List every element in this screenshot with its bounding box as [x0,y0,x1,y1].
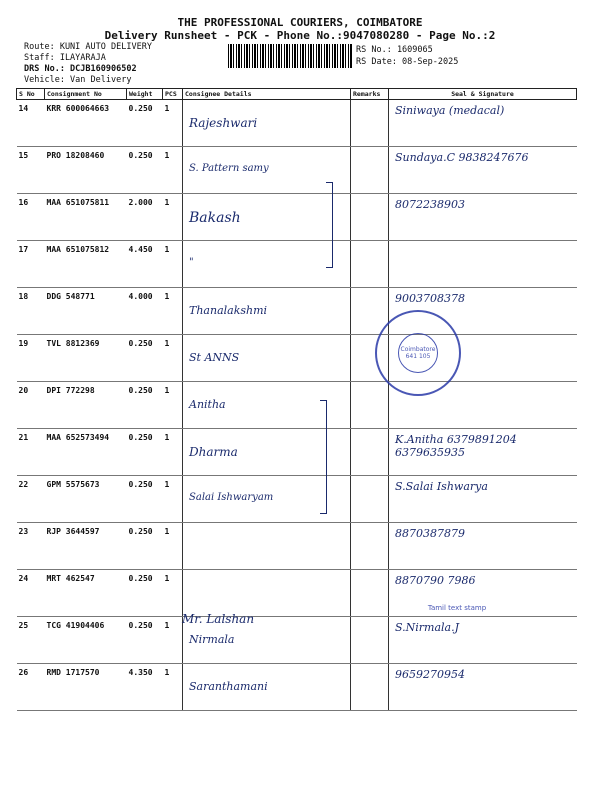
consignee-handwriting: St ANNS [189,351,240,364]
signature-handwriting: S.Nirmala.J [395,621,460,634]
row-consignment-no: RJP 3644597 [45,523,127,570]
table-row [17,288,577,335]
round-stamp-text: Coimbatore 641 105 [398,333,438,373]
row-seal [389,194,577,241]
signature-handwriting: K.Anitha 6379891204 6379635935 [395,433,517,459]
row-remarks [351,382,389,429]
row-sno: 17 [17,241,45,288]
row-consignment-no: MAA 651075812 [45,241,127,288]
signature-handwriting: 8870790 7986 [395,574,476,587]
consignee-handwriting: Rajeshwari [189,116,258,130]
row-weight: 0.250 [127,147,163,194]
row-weight: 0.250 [127,382,163,429]
row-sno: 19 [17,335,45,382]
row-sno: 18 [17,288,45,335]
row-weight: 4.450 [127,241,163,288]
consignee-handwriting: Dharma [189,445,238,459]
row-sno: 14 [17,100,45,147]
row-consignee [183,335,351,382]
row-weight: 0.250 [127,429,163,476]
table-row [17,194,577,241]
row-weight: 0.250 [127,523,163,570]
signature-handwriting: S.Salai Ishwarya [395,480,488,493]
col-consignment: Consignment No [45,89,127,100]
row-weight: 0.250 [127,617,163,664]
signature-handwriting: 9003708378 [395,292,465,305]
round-stamp [375,310,461,396]
bracket-16-17 [326,182,333,268]
staff-label: Staff: ILAYARAJA [24,53,106,63]
row-pcs: 1 [163,382,183,429]
row-pcs: 1 [163,194,183,241]
extra-consignee-row26: Mr. Lalshan [182,612,255,626]
vehicle-label: Vehicle: Van Delivery [24,75,132,85]
consignee-handwriting: Saranthamani [189,680,268,693]
row-sno: 16 [17,194,45,241]
row-remarks [351,476,389,523]
row-pcs: 1 [163,147,183,194]
row-sno: 24 [17,570,45,617]
row-consignment-no: MAA 652573494 [45,429,127,476]
bracket-21-23 [320,400,327,514]
table-row [17,241,577,288]
row-sno: 20 [17,382,45,429]
rect-stamp-text: Tamil text stamp [427,604,487,612]
table-row [17,476,577,523]
rs-no: RS No.: 1609065 [356,45,433,55]
company-title: THE PROFESSIONAL COURIERS, COIMBATORE [177,16,423,29]
row-remarks [351,194,389,241]
row-remarks [351,147,389,194]
row-consignment-no: RMD 1717570 [45,664,127,711]
table-row [17,335,577,382]
col-weight: Weight [127,89,163,100]
row-remarks [351,664,389,711]
row-seal [389,147,577,194]
row-pcs: 1 [163,241,183,288]
signature-handwriting: 8870387879 [395,527,465,540]
row-weight: 2.000 [127,194,163,241]
row-pcs: 1 [163,429,183,476]
row-seal [389,476,577,523]
row-weight: 4.000 [127,288,163,335]
consignee-handwriting: Nirmala [189,633,235,646]
row-pcs: 1 [163,335,183,382]
row-remarks [351,429,389,476]
rs-date: RS Date: 08-Sep-2025 [356,57,459,67]
row-pcs: 1 [163,288,183,335]
rect-stamp [372,604,542,652]
runsheet-subtitle: Delivery Runsheet - PCK - Phone No.:9047080280 - Page No.:2 [104,29,496,42]
row-pcs: 1 [163,617,183,664]
row-consignment-no: DDG 548771 [45,288,127,335]
col-pcs: PCS [163,89,183,100]
signature-handwriting: Siniwaya (medacal) [395,104,505,117]
row-consignment-no: MRT 462547 [45,570,127,617]
row-consignee [183,570,351,617]
col-remarks: Remarks [351,89,389,100]
row-weight: 4.350 [127,664,163,711]
row-seal [389,664,577,711]
table-row [17,523,577,570]
row-sno: 26 [17,664,45,711]
row-sno: 25 [17,617,45,664]
row-weight: 0.250 [127,100,163,147]
row-consignee [183,288,351,335]
consignee-handwriting: Bakash [189,210,241,226]
row-weight: 0.250 [127,335,163,382]
barcode [228,44,352,68]
row-consignee [183,664,351,711]
row-remarks [351,100,389,147]
row-consignment-no: DPI 772298 [45,382,127,429]
col-seal: Seal & Signature [389,89,577,100]
row-consignment-no: GPM 5575673 [45,476,127,523]
row-seal [389,100,577,147]
consignee-handwriting: S. Pattern samy [189,163,269,174]
row-pcs: 1 [163,570,183,617]
row-weight: 0.250 [127,476,163,523]
row-consignee [183,523,351,570]
consignee-handwriting: Salai Ishwaryam [189,492,274,503]
row-consignment-no: TVL 8812369 [45,335,127,382]
table-row [17,429,577,476]
row-remarks [351,523,389,570]
row-seal [389,429,577,476]
table-row [17,147,577,194]
row-seal [389,523,577,570]
row-consignment-no: KRR 600064663 [45,100,127,147]
row-pcs: 1 [163,523,183,570]
col-consignee: Consignee Details [183,89,351,100]
table-row [17,382,577,429]
signature-handwriting: Sundaya.C 9838247676 [395,151,529,164]
row-sno: 23 [17,523,45,570]
row-consignment-no: MAA 651075811 [45,194,127,241]
consignee-handwriting: " [189,257,194,268]
row-sno: 21 [17,429,45,476]
consignee-handwriting: Thanalakshmi [189,304,268,317]
row-pcs: 1 [163,100,183,147]
row-weight: 0.250 [127,570,163,617]
row-seal [389,241,577,288]
table-row [17,100,577,147]
row-consignee [183,100,351,147]
row-sno: 15 [17,147,45,194]
row-consignment-no: PRO 18208460 [45,147,127,194]
table-header [17,89,577,100]
row-pcs: 1 [163,476,183,523]
row-remarks [351,241,389,288]
drs-label: DRS No.: DCJB160906502 [24,64,137,74]
row-sno: 22 [17,476,45,523]
route-label: Route: KUNI AUTO DELIVERY [24,42,152,52]
signature-handwriting: 8072238903 [395,198,465,211]
row-consignment-no: TCG 41904406 [45,617,127,664]
row-pcs: 1 [163,664,183,711]
consignee-handwriting: Anitha [189,398,226,411]
signature-handwriting: 9659270954 [395,668,465,681]
table-row [17,664,577,711]
col-sno: S No [17,89,45,100]
